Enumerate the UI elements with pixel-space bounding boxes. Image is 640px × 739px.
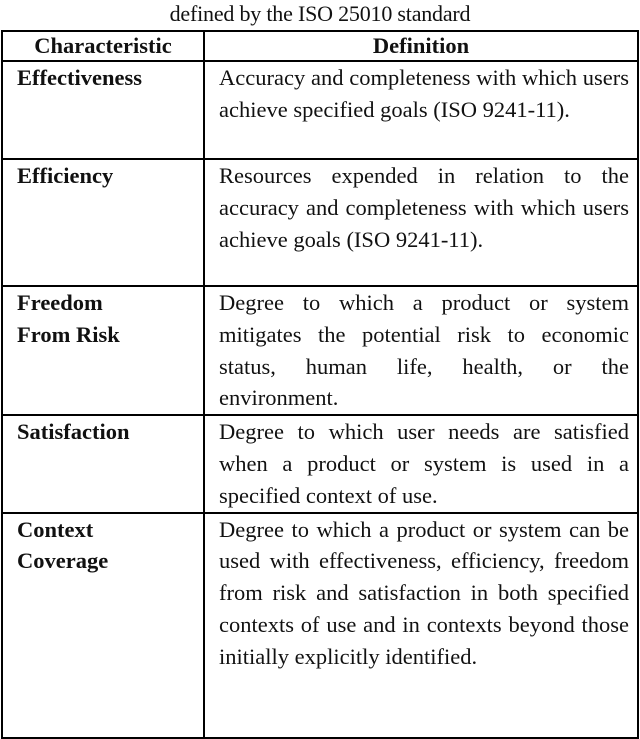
characteristic-cell: Efficiency bbox=[2, 159, 204, 286]
definition-cell: Degree to which a product or system can be used with effectiveness, efficiency, freedom from risk and satisfaction in both specified contexts of use and in contexts beyond those initially explicitly identified. bbox=[204, 513, 638, 738]
header-definition: Definition bbox=[204, 31, 638, 61]
table-row bbox=[2, 286, 638, 415]
definition-cell: Degree to which user needs are satisfied when a product or system is used in a specified context of use. bbox=[204, 415, 638, 512]
iso-25010-table bbox=[1, 30, 639, 739]
header-characteristic: Characteristic bbox=[2, 31, 204, 61]
table-row bbox=[2, 159, 638, 286]
table-row bbox=[2, 415, 638, 512]
table-row bbox=[2, 513, 638, 738]
definition-cell: Degree to which a product or system mitigates the potential risk to economic status, human life, health, or the environment. bbox=[204, 286, 638, 415]
characteristic-cell: Satisfaction bbox=[2, 415, 204, 512]
characteristic-cell: Context Coverage bbox=[2, 513, 204, 738]
table-header-row bbox=[2, 31, 638, 61]
definition-cell: Accuracy and completeness with which users achieve specified goals (ISO 9241-11). bbox=[204, 61, 638, 159]
characteristic-cell: Effectiveness bbox=[2, 61, 204, 159]
table-caption: defined by the ISO 25010 standard bbox=[169, 1, 471, 26]
characteristic-cell: Freedom From Risk bbox=[2, 286, 204, 415]
table-row bbox=[2, 61, 638, 159]
definition-cell: Resources expended in relation to the accuracy and completeness with which users achieve goals (ISO 9241-11). bbox=[204, 159, 638, 286]
